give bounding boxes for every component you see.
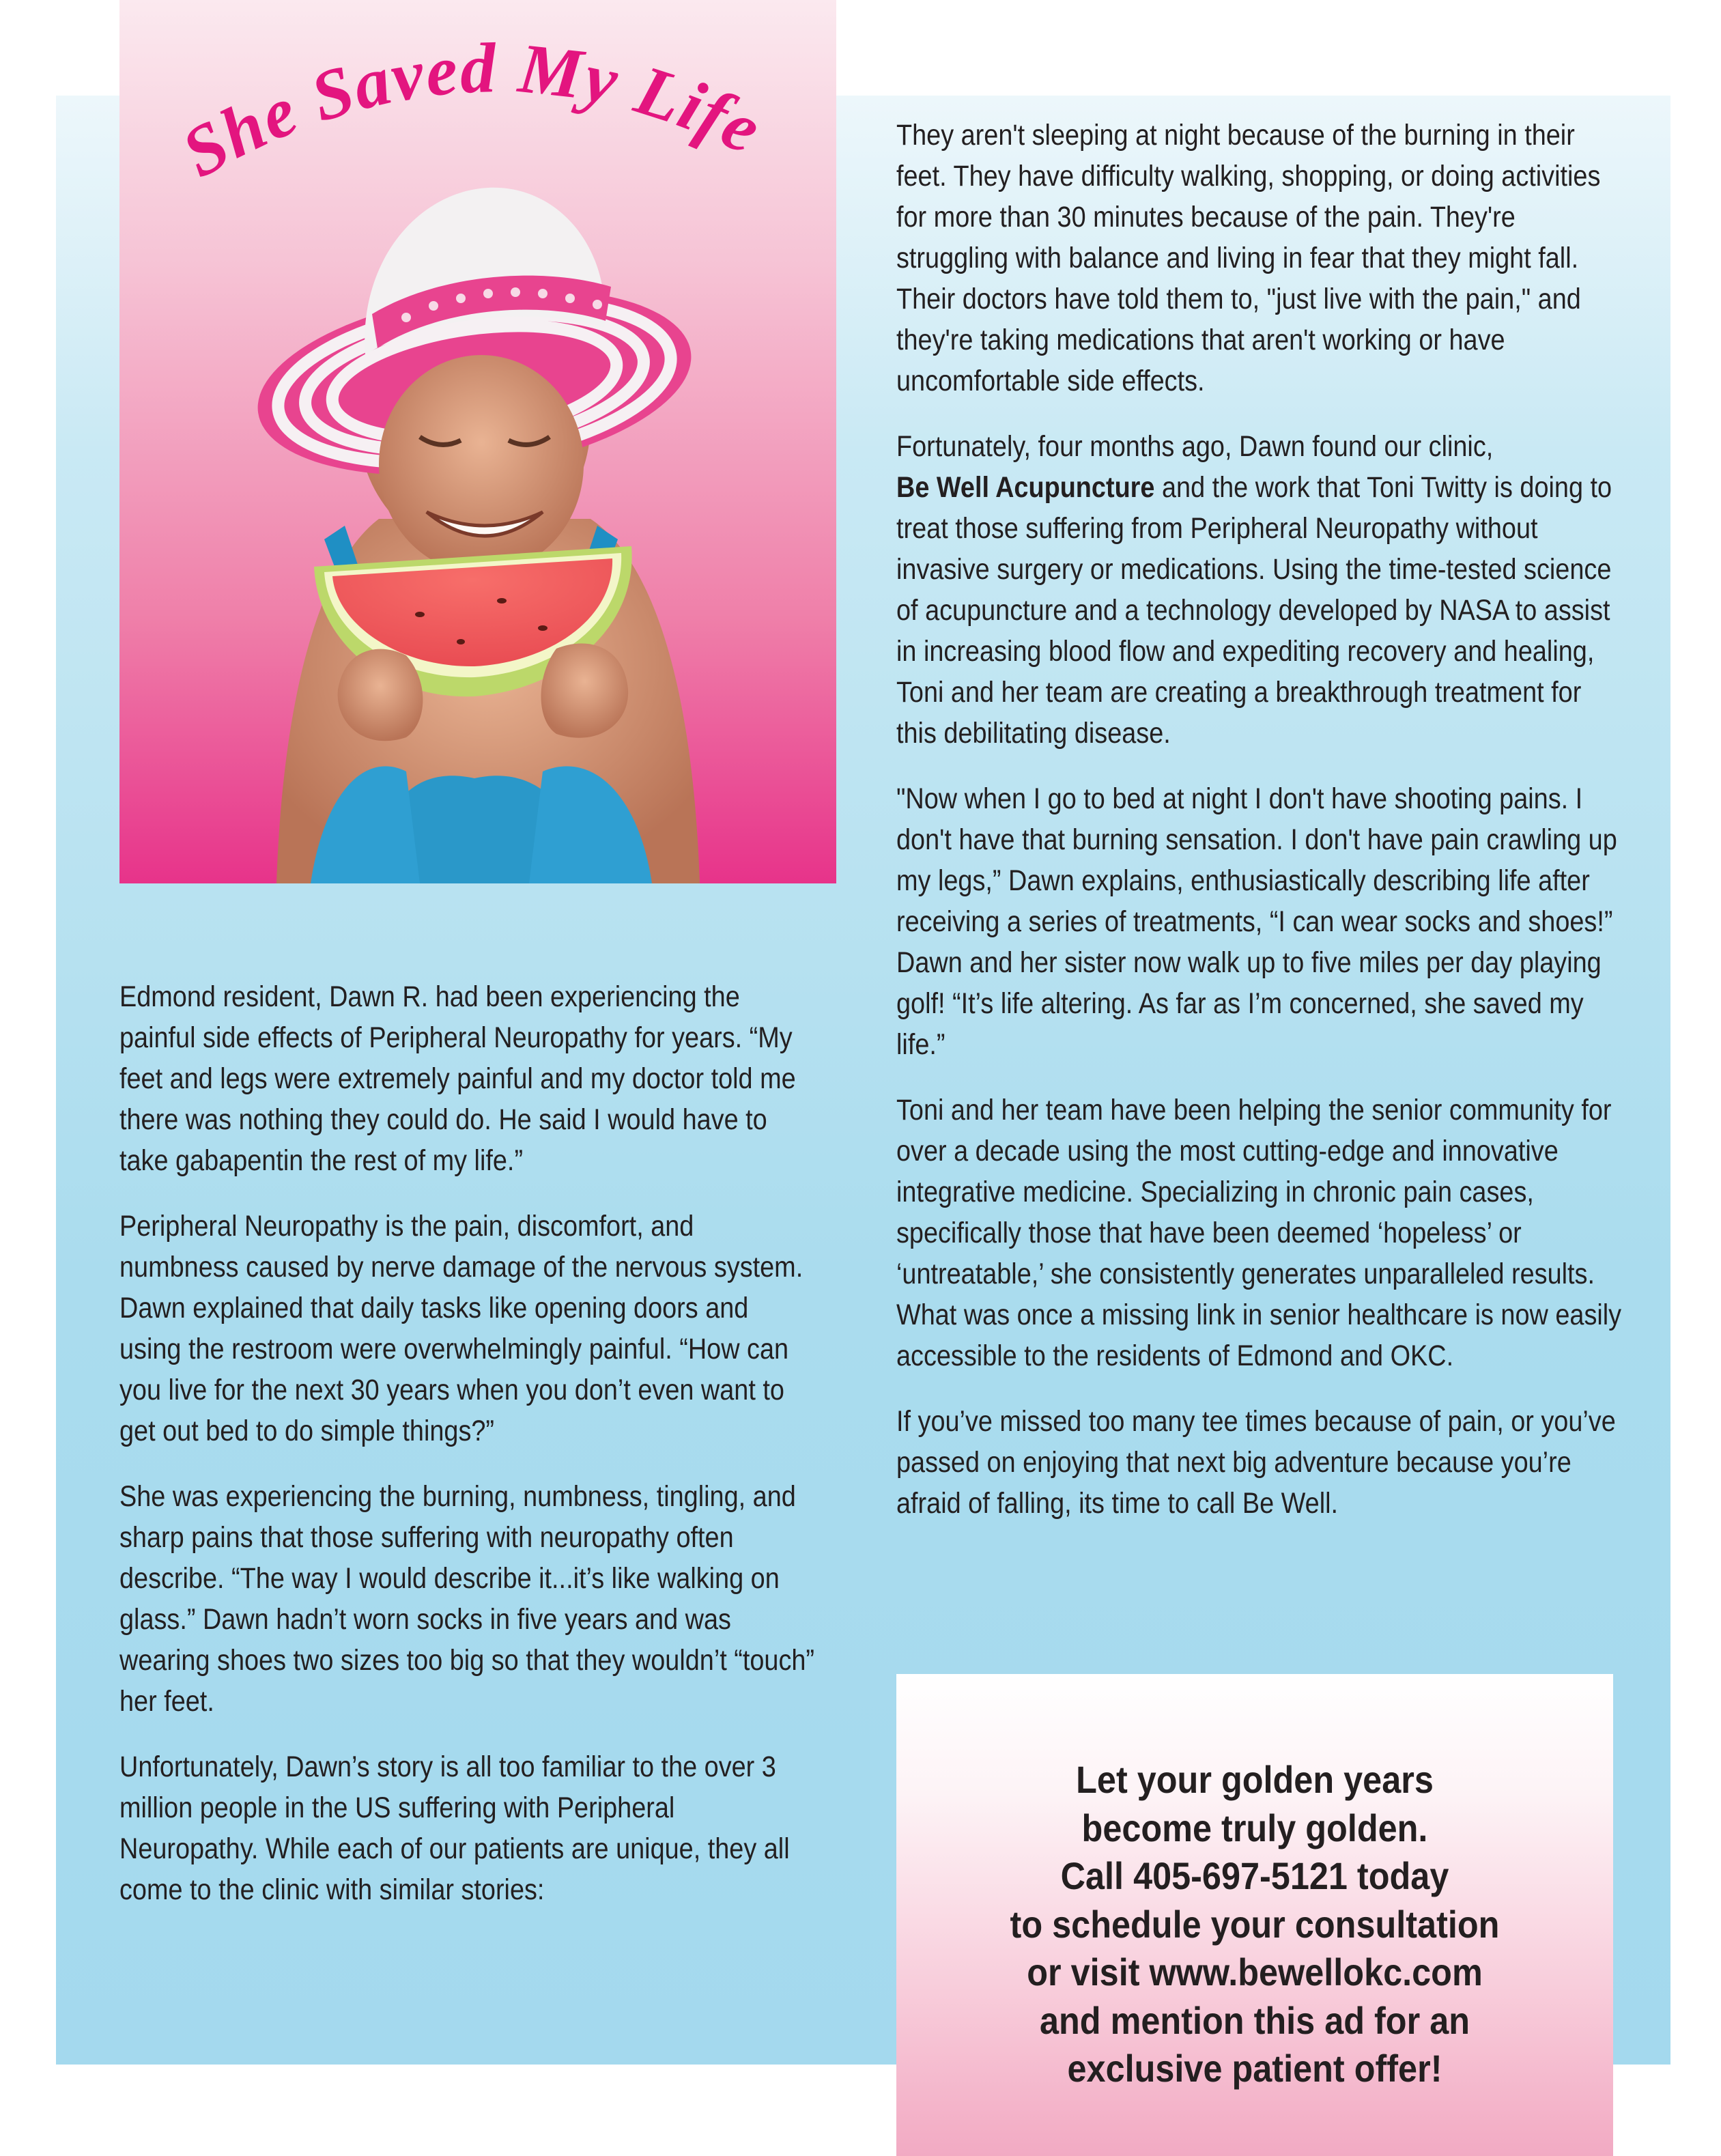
cta-line: Let your golden years	[1076, 1758, 1434, 1801]
left-column	[119, 976, 816, 1935]
clinic-name: Be Well Acupuncture	[896, 471, 1155, 504]
headline-text: She Saved My Life	[169, 28, 774, 193]
body-paragraph: "Now when I go to bed at night I don't have shooting pains. I don't have that burning sensation. I don't have pain crawling up my legs,” Dawn explains, enthusiastically describing life after receiving a series of treatments, “I can wear socks and shoes!” Dawn and her sister now walk up to five miles per day playing golf! “It’s life altering. As far as I’m concerned, she saved my life.”	[896, 782, 1617, 1061]
photo-panel	[119, 0, 836, 883]
body-text: Fortunately, four months ago, Dawn found our clinic,	[896, 430, 1494, 463]
body-paragraph: Edmond resident, Dawn R. had been experiencing the painful side effects of Peripheral Neuropathy for years. “My feet and legs were extremely painful and my doctor told me there was nothing they could do. He said I would have to take gabapentin the rest of my life.”	[119, 980, 796, 1177]
body-paragraph: They aren't sleeping at night because of the burning in their feet. They have difficulty walking, shopping, or doing activities for more than 30 minutes because of the pain. They're struggling with balance and living in fear that they might fall. Their doctors have told them to, "just live with the pain," and they're taking medications that aren't working or have uncomfortable side effects.	[896, 119, 1601, 397]
cta-line: and mention this ad for an	[1039, 1998, 1470, 2042]
headline	[119, 0, 836, 287]
cta-line: exclusive patient offer!	[1067, 2047, 1442, 2090]
cta-phone-line: Call 405-697-5121 today	[1060, 1854, 1449, 1897]
call-to-action-box	[896, 1674, 1613, 2156]
body-paragraph: Toni and her team have been helping the senior community for over a decade using the most cutting-edge and innovative integrative medicine. Specializing in chronic pain cases, specifically those that have been deemed ‘hopeless’ or ‘untreatable,’ she consistently generates unparalleled results. What was once a missing link in senior healthcare is now easily accessible to the residents of Edmond and OKC.	[896, 1094, 1622, 1372]
svg-text:She Saved My Life	[169, 29, 773, 193]
right-column	[896, 115, 1623, 1548]
cta-website-line: or visit www.bewellokc.com	[1027, 1951, 1483, 1994]
body-paragraph: Unfortunately, Dawn’s story is all too familiar to the over 3 million people in the US suffering with Peripheral Neuropathy. While each of our patients are unique, they all come to the clinic with similar stories:	[119, 1750, 790, 1906]
body-text: and the work that Toni Twitty is doing to treat those suffering from Peripheral Neuropathy without invasive surgery or medications. Using the time-tested science of acupuncture and a technology developed by NASA to assist in increasing blood flow and expediting recovery and healing, Toni and her team are creating a breakthrough treatment for this debilitating disease.	[896, 471, 1612, 750]
body-paragraph: She was experiencing the burning, numbness, tingling, and sharp pains that those suffering with neuropathy often describe. “The way I would describe it...it’s like walking on glass.” Dawn hadn’t worn socks in five years and was wearing shoes two sizes too big so that they wouldn’t “touch” her feet.	[119, 1480, 815, 1718]
body-paragraph	[896, 426, 1623, 754]
cta-line: become truly golden.	[1081, 1806, 1428, 1849]
cta-line: to schedule your consultation	[1010, 1902, 1500, 1946]
call-to-action-text	[896, 1756, 1613, 2093]
body-paragraph: If you’ve missed too many tee times because of pain, or you’ve passed on enjoying that next big adventure because you’re afraid of falling, its time to call Be Well.	[896, 1405, 1616, 1520]
body-paragraph: Peripheral Neuropathy is the pain, discomfort, and numbness caused by nerve damage of the nervous system. Dawn explained that daily tasks like opening doors and using the restroom were overwhelmingly painful. “How can you live for the next 30 years when you don’t even want to get out bed to do simple things?”	[119, 1210, 803, 1447]
